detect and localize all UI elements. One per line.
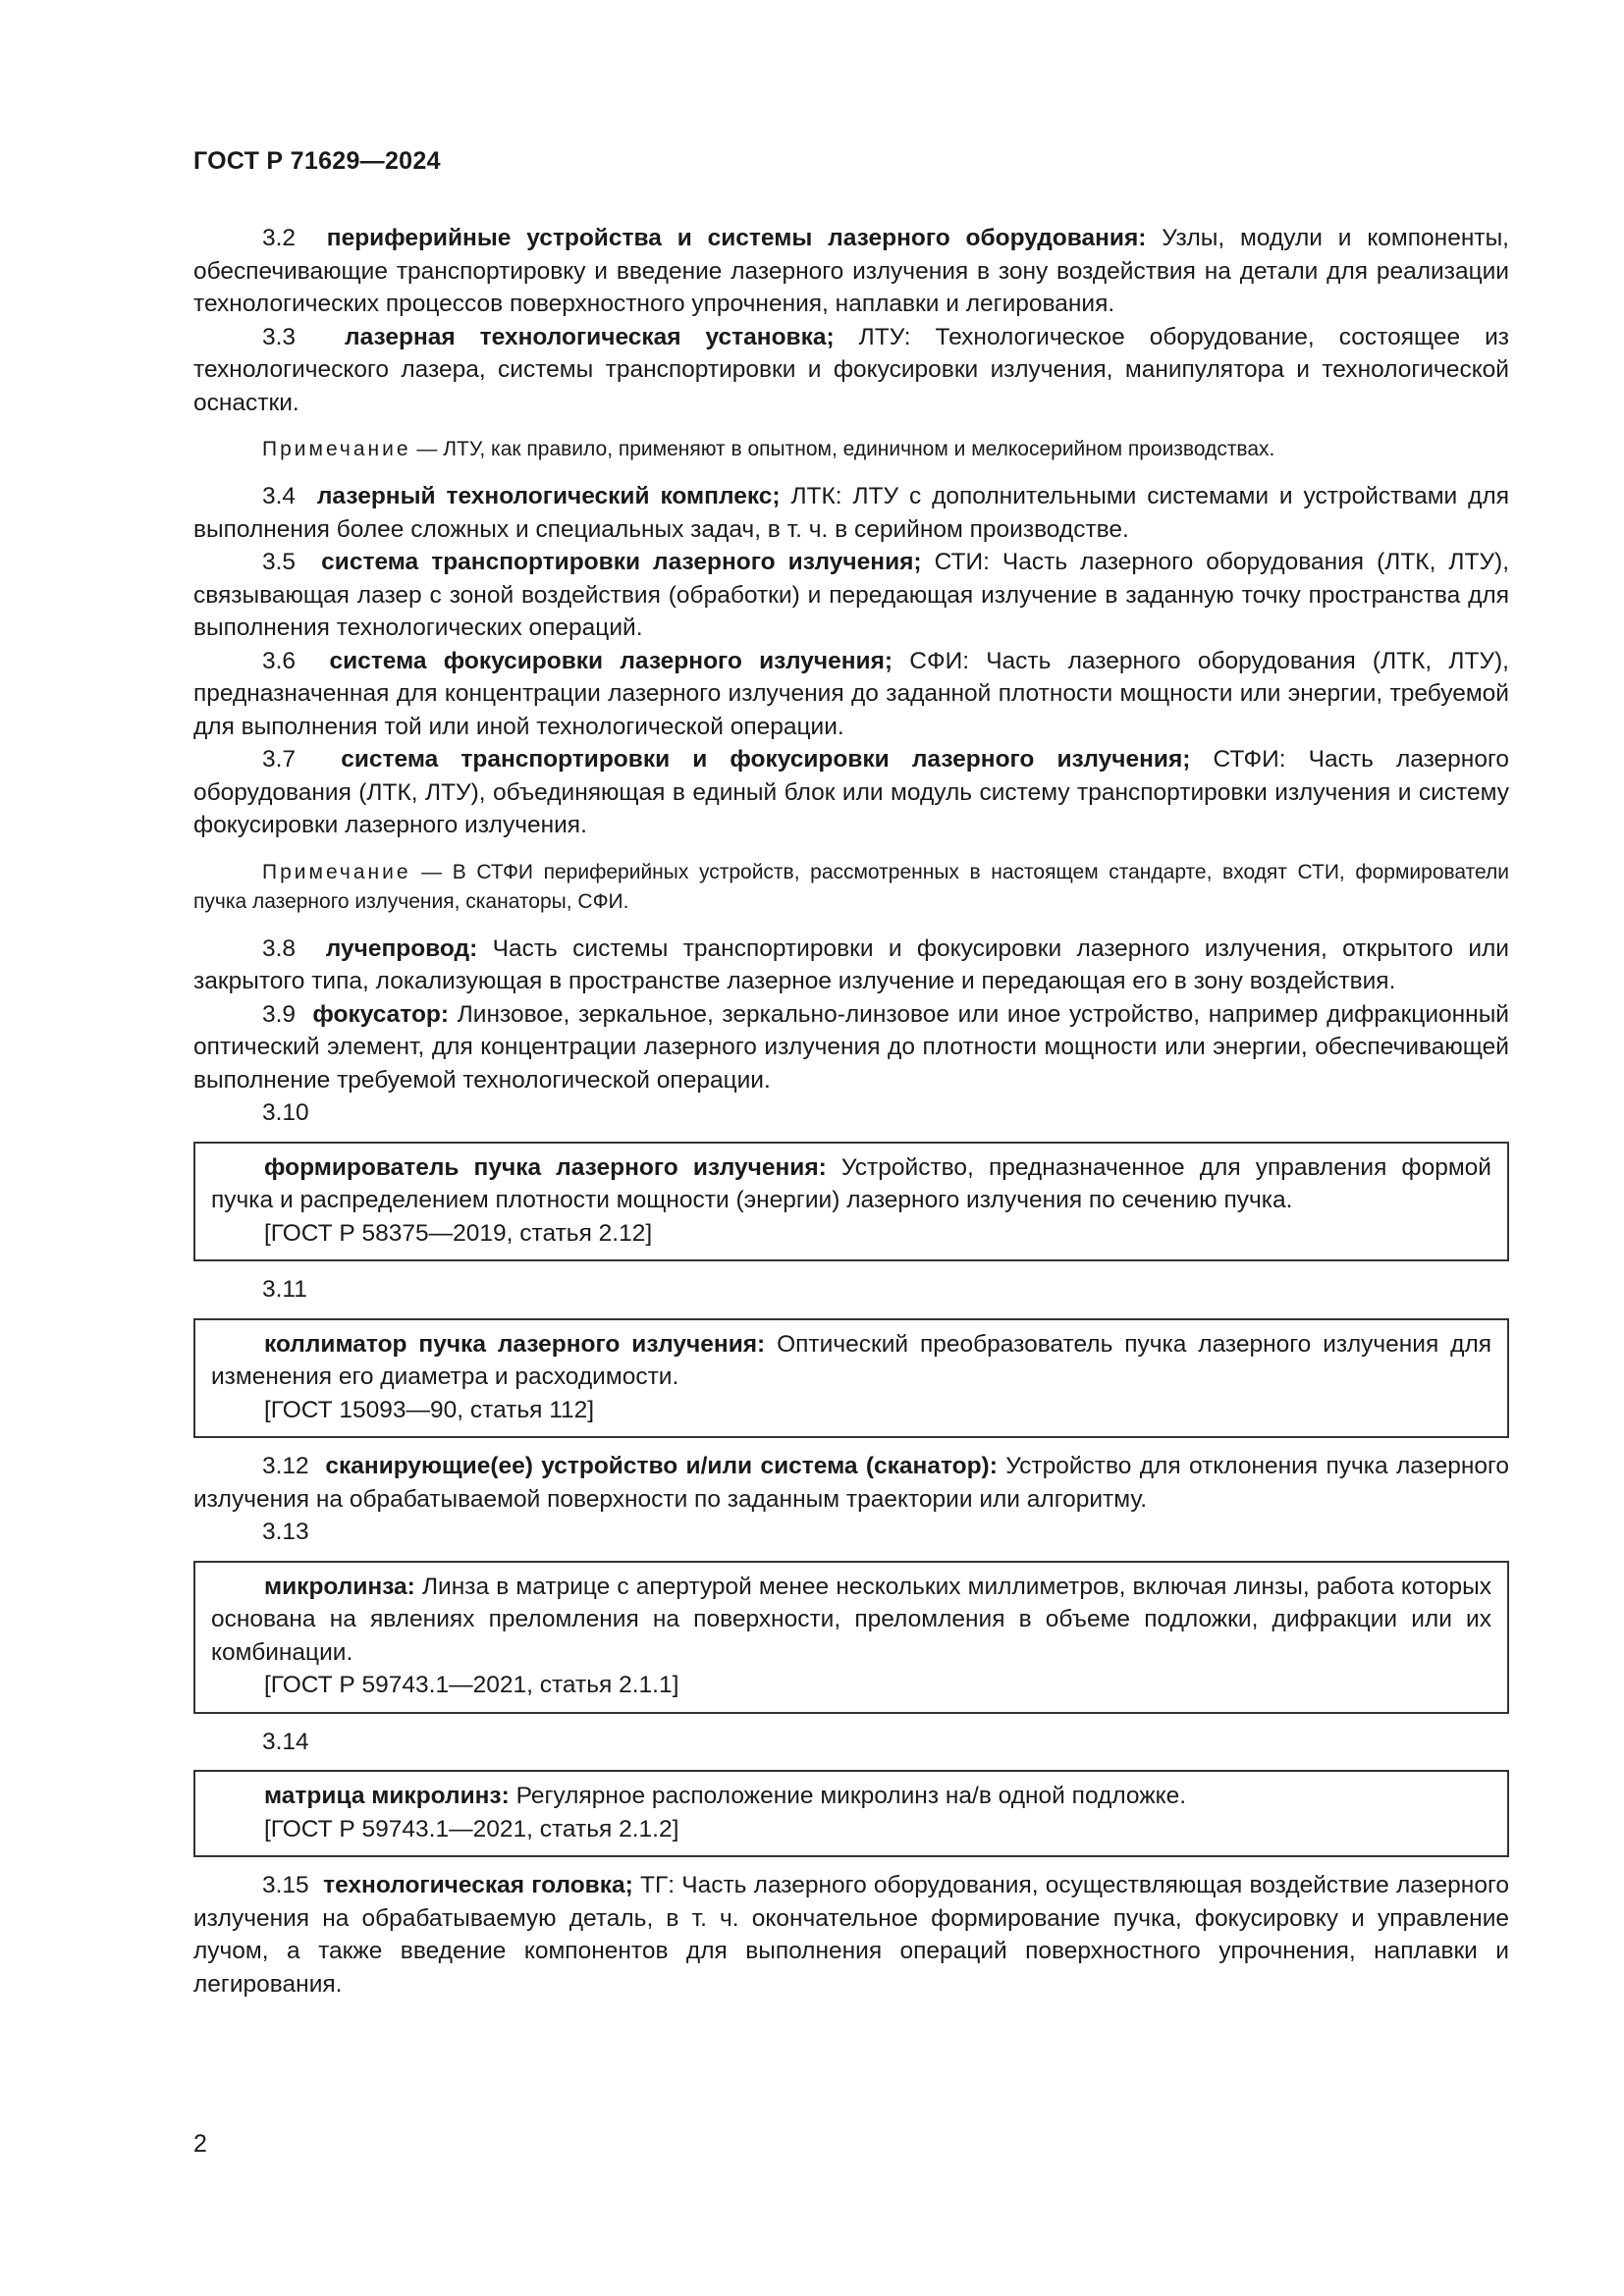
term-3-6: 3.6 система фокусировки лазерного излучения; СФИ: Часть лазерного оборудования (ЛТК, ЛТУ), предназначенная для концентрации лазерного излучения до заданной плотности мощности или энергии, требуемой для выполнения той или иной технологической операции. (193, 647, 1509, 740)
document-header: ГОСТ Р 71629—2024 (193, 147, 441, 175)
term-3-12: 3.12 сканирующие(ее) устройство и/или система (сканатор): Устройство для отклонения пучка лазерного излучения на обрабатываемой поверхности по заданным траектории или алгоритму. (193, 1453, 1509, 1513)
term-3-13-reference: [ГОСТ Р 59743.1—2021, статья 2.1.1] (264, 1672, 679, 1698)
term-3-8: 3.8 лучепровод: Часть системы транспортировки и фокусировки лазерного излучения, открытого или закрытого типа, локализующая в пространстве лазерное излучение и передающая его в зону воздействия. (193, 934, 1509, 994)
term-3-2: 3.2 периферийные устройства и системы лазерного оборудования: Узлы, модули и компоненты, обеспечивающие транспортировку и введение лазерного излучения в зону воздействия на детали для реализации технологических процессов поверхностного упрочнения, наплавки и легирования. (193, 225, 1509, 317)
document-body (193, 222, 1509, 2001)
term-3-14-definition: матрица микролинз: Регулярное расположение микролинз на/в одной подложке. (264, 1783, 1187, 1809)
term-3-11-box (193, 1318, 1509, 1439)
term-3-13-definition: микролинза: Линза в матрице с апертурой менее нескольких миллиметров, включая линзы, работа которых основана на явлениях преломления на поверхности, преломления в объеме подложки, дифракции или их комбинации. (211, 1573, 1491, 1666)
term-3-14-reference: [ГОСТ Р 59743.1—2021, статья 2.1.2] (264, 1815, 679, 1842)
term-3-10-box (193, 1142, 1509, 1262)
term-3-11-number: 3.11 (262, 1276, 307, 1303)
term-3-9: 3.9 фокусатор: Линзовое, зеркальное, зеркально-линзовое или иное устройство, например дифракционный оптический элемент, для концентрации лазерного излучения до плотности мощности или энергии, обеспечивающей выполнение требуемой технологической операции. (193, 1000, 1509, 1094)
term-3-10-definition: формирователь пучка лазерного излучения: Устройство, предназначенное для управления формой пучка и распределением плотности мощности (энергии) лазерного излучения по сечению пучка. (211, 1153, 1491, 1213)
page-number: 2 (193, 2130, 207, 2158)
note-1: Примечание — ЛТУ, как правило, применяют в опытном, единичном и мелкосерийном производствах. (262, 438, 1275, 460)
term-3-15: 3.15 технологическая головка; ТГ: Часть лазерного оборудования, осуществляющая воздействие лазерного излучения на обрабатываемую деталь, в т. ч. окончательное формирование пучка, фокусировку и управление лучом, а также введение компонентов для выполнения операций поверхностного упрочнения, наплавки и легирования. (193, 1872, 1509, 1998)
term-3-14-number: 3.14 (262, 1728, 309, 1755)
term-3-11-definition: коллиматор пучка лазерного излучения: Оптический преобразователь пучка лазерного излучения для изменения его диаметра и расходимости. (211, 1330, 1492, 1390)
term-3-13-number: 3.13 (262, 1519, 309, 1545)
term-3-7: 3.7 система транспортировки и фокусировки лазерного излучения; СТФИ: Часть лазерного оборудования (ЛТК, ЛТУ), объединяющая в единый блок или модуль систему транспортировки излучения и систему фокусировки лазерного излучения. (193, 746, 1509, 838)
note-2: Примечание — В СТФИ периферийных устройств, рассмотренных в настоящем стандарте, входят СТИ, формирователи пучка лазерного излучения, сканаторы, СФИ. (193, 860, 1509, 913)
term-3-14-box (193, 1770, 1509, 1857)
term-3-13-box (193, 1561, 1509, 1714)
term-3-11-reference: [ГОСТ 15093—90, статья 112] (264, 1396, 595, 1423)
term-3-5: 3.5 система транспортировки лазерного излучения; СТИ: Часть лазерного оборудования (ЛТК, ЛТУ), связывающая лазер с зоной воздействия (обработки) и передающая излучение в заданную точку пространства для выполнения технологических операций. (193, 549, 1509, 641)
term-3-3: 3.3 лазерная технологическая установка; ЛТУ: Технологическое оборудование, состоящее из технологического лазера, системы транспортировки и фокусировки излучения, манипулятора и технологической оснастки. (193, 323, 1509, 416)
term-3-10-reference: [ГОСТ Р 58375—2019, статья 2.12] (264, 1219, 653, 1247)
term-3-4: 3.4 лазерный технологический комплекс; ЛТК: ЛТУ с дополнительными системами и устройствами для выполнения более сложных и специальных задач, в т. ч. в серийном производстве. (193, 483, 1509, 543)
term-3-10-number: 3.10 (262, 1099, 309, 1126)
